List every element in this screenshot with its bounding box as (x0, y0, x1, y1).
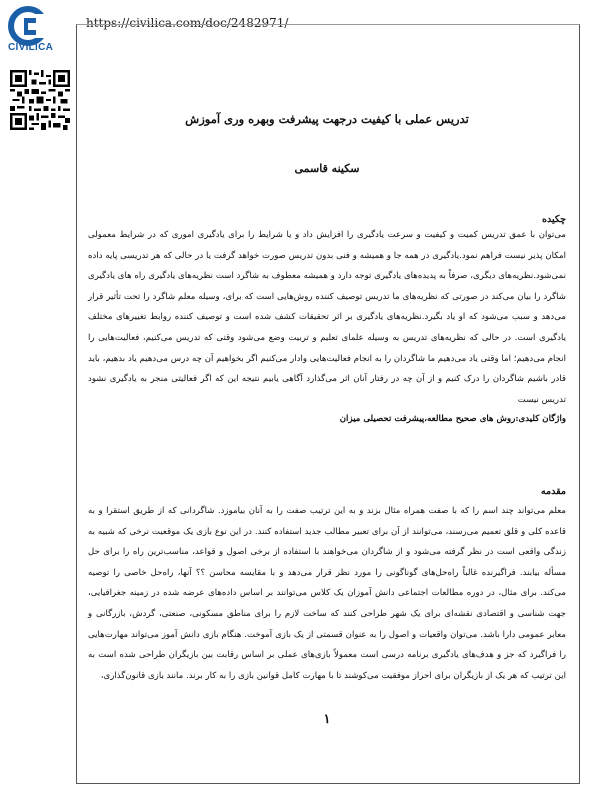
paper-title: تدریس عملی با کیفیت درجهت پیشرفت وبهره وری آموزش (185, 112, 469, 126)
logo-text: CIVILICA (8, 42, 54, 53)
abstract-section (88, 214, 566, 428)
abstract-heading: چکیده (542, 214, 566, 225)
introduction-text: معلم می‌تواند چند اسم را که با صفت همراه مثال بزند و به این ترتیب صفت را به آنان بیاموزد. شاگردانی که از طریق استقرا و به قاعده کلی و قلق تعمیم می‌رسند، می‌توانند از آن برای تعبیر مطالب جدید استفاده کنند. در این نوع بازی یک موقعیت نرخی که شبیه به زندگی واقعی است در نظر گرفته می‌شود و از شاگردان می‌خواهند با استفاده از برخی اصول و قواعد، مناسب‌ترین راه را برای حل مسأله بیابند. فراگیرنده غالباً راه‌حل‌های گوناگونی را مورد نظر قرار می‌دهد و با مقایسه محاسن ؟؟ آنها، راه‌حل خاصی را توصیه می‌کند. برای مثال، در دوره مطالعات اجتماعی دانش آموزان یک کلاس می‌توانند بر اساس داده‌های عرضه شده در زمینه جغرافیایی، جهت شناسی و اقتصادی نقشه‌ای برای یک شهر طراحی کنند که ساخت لازم را برای مناطق مسکونی، صنعتی، گردش، بازرگانی و معابر عمومی دارا باشد. می‌توان واقعیات و اصول را به عنوان قسمتی از یک بازی آموخت. هنگام بازی دانش آموز می‌تواند مهارت‌هایی را فراگیرد که جز و هدف‌های یادگیری برنامه درسی است معمولاً بازی‌های عملی بر اساس رقابت بین بازیگران طراحی شده است به این ترتیب که هر یک از بازیگران برای احراز موفقیت می‌کوشند تا با مهارت کامل قوانین بازی را به کار برند. مانند بازی قانون‌گذاری، (88, 506, 566, 681)
document-url[interactable]: https://civilica.com/doc/2482971/ (86, 16, 289, 30)
qr-code-icon (10, 70, 70, 130)
civilica-logo[interactable] (6, 6, 62, 64)
keywords: واژگان کلیدی:روش های صحیح مطالعه،پیشرفت تحصیلی میزان (339, 414, 566, 425)
introduction-heading: مقدمه (540, 486, 566, 497)
abstract-text: می‌توان با عمق تدریس کمیت و کیفیت و سرعت یادگیری را افزایش داد و یا شرایط را برای یادگیری اموری که در شرایط معمولی امکان پذیر نیست فراهم نمود.یادگیری در همه جا و همیشه و فنی بدون تدریس صورت خواهد گرفت یا در حالی که هر تدریسی پایه داده نمی‌شود.نظریه‌های دیگری، صرفاً به پدیده‌های یادگیری توجه دارد و همیشه معطوف به شاگرد است نظریه‌های یادگیری راه های یادگیری شاگرد را بیان می‌کند در صورتی که نظریه‌های ما تدریس توصیف کننده روش‌هایی است که برای، وسیله معلم شاگرد را تحت تأثیر قرار می‌دهد و سبب می‌شود که او یاد بگیرد.نظریه‌های یادگیری بر اثر تحقیقات کشف شده است و توصیف کننده روابط تغییرهای مختلف یادگیری است. در حالی که نظریه‌های تدریس به وسیله علمای تعلیم و تربیت وضع می‌شود وقتی که تدریس می‌کنیم، فعالیت‌هایی را انجام می‌دهیم؛ اما وقتی یاد می‌دهیم ما شاگردان را به انجام فعالیت‌هایی وادار می‌کنیم اگر بخواهیم آن چه درس می‌دهیم یاد بدهیم، باید قادر باشیم شاگردان را درک کنیم و از آن چه در رفتار آنان اثر می‌گذارد آگاهی یابیم نتیجه این که اگر فعالیتی منجر به یادگیری نشود تدریس نیست (88, 230, 566, 405)
introduction-section (88, 486, 566, 686)
page-number: ۱ (323, 712, 331, 727)
author-name: سکینه قاسمی (294, 162, 360, 175)
